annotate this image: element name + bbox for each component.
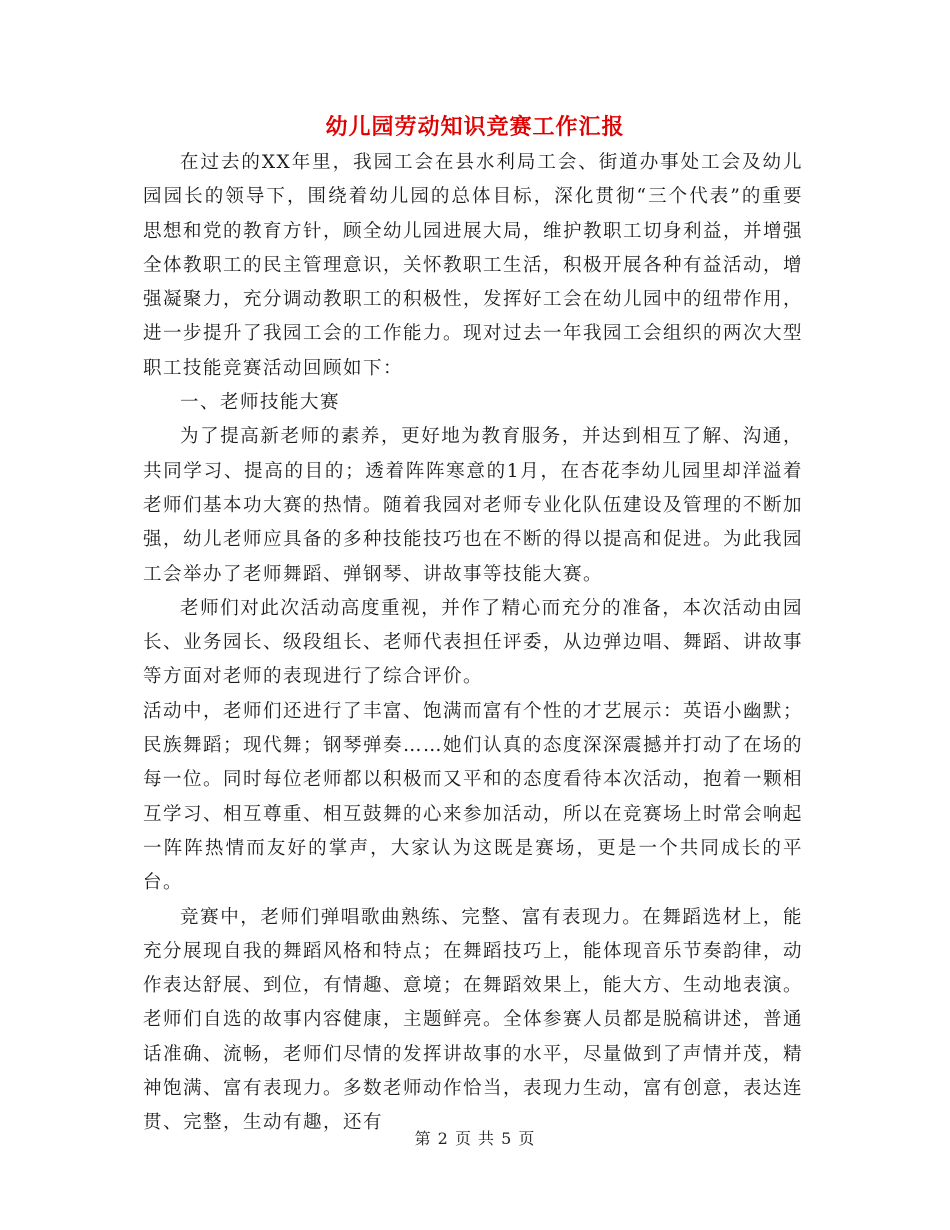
page-number-footer: 第 2 页 共 5 页 xyxy=(414,1129,536,1148)
paragraph-preparation: 老师们对此次活动高度重视，并作了精心而充分的准备，本次活动由园长、业务园长、级段组长、老师代表担任评委，从边弹边唱、舞蹈、讲故事等方面对老师的表现进行了综合评价。 xyxy=(143,597,804,688)
paragraph-intro: 在过去的XX年里，我园工会在县水利局工会、街道办事处工会及幼儿园园长的领导下，围绕着幼儿园的总体目标，深化贯彻“三个代表”的重要思想和党的教育方针，顾全幼儿园进展大局，维护教职工切身利益，并增强全体教职工的民主管理意识，关怀教职工生活，积极开展各种有益活动，增强凝聚力，充分调动教职工的积极性，发挥好工会在幼儿园中的纽带作用，进一步提升了我园工会的工作能力。现对过去一年我园工会组织的两次大型职工技能竞赛活动回顾如下： xyxy=(143,152,804,379)
document-body xyxy=(143,146,803,1141)
section-heading: 一、老师技能大赛 xyxy=(180,392,341,414)
paragraph-competition: 竞赛中，老师们弹唱歌曲熟练、完整、富有表现力。在舞蹈选材上，能充分展现自我的舞蹈风格和特点；在舞蹈技巧上，能体现音乐节奏韵律，动作表达舒展、到位，有情趣、意境；在舞蹈效果上，能大方、生动地表演。老师们自选的故事内容健康，主题鲜亮。全体参赛人员都是脱稿讲述，普通话准确、流畅，老师们尽情的发挥讲故事的水平，尽量做到了声情并茂，精神饱满、富有表现力。多数老师动作恰当，表现力生动，富有创意，表达连贯、完整，生动有趣，还有 xyxy=(143,906,804,1134)
paragraph-activity: 活动中，老师们还进行了丰富、饱满而富有个性的才艺展示：英语小幽默；民族舞蹈；现代舞；钢琴弹奏……她们认真的态度深深震撼并打动了在场的每一位。同时每位老师都以积极而又平和的态度看待本次活动，抱着一颗相互学习、相互尊重、相互鼓舞的心来参加活动，所以在竞赛场上时常会响起一阵阵热情而友好的掌声，大家认为这既是赛场，更是一个共同成长的平台。 xyxy=(143,700,804,894)
paragraph-purpose: 为了提高新老师的素养，更好地为教育服务，并达到相互了解、沟通，共同学习、提高的目的；透着阵阵寒意的1月，在杏花李幼儿园里却洋溢着老师们基本功大赛的热情。随着我园对老师专业化队伍建设及管理的不断加强，幼儿老师应具备的多种技能技巧也在不断的得以提高和促进。为此我园工会举办了老师舞蹈、弹钢琴、讲故事等技能大赛。 xyxy=(143,426,804,585)
document-title: 幼儿园劳动知识竞赛工作汇报 xyxy=(325,114,625,140)
